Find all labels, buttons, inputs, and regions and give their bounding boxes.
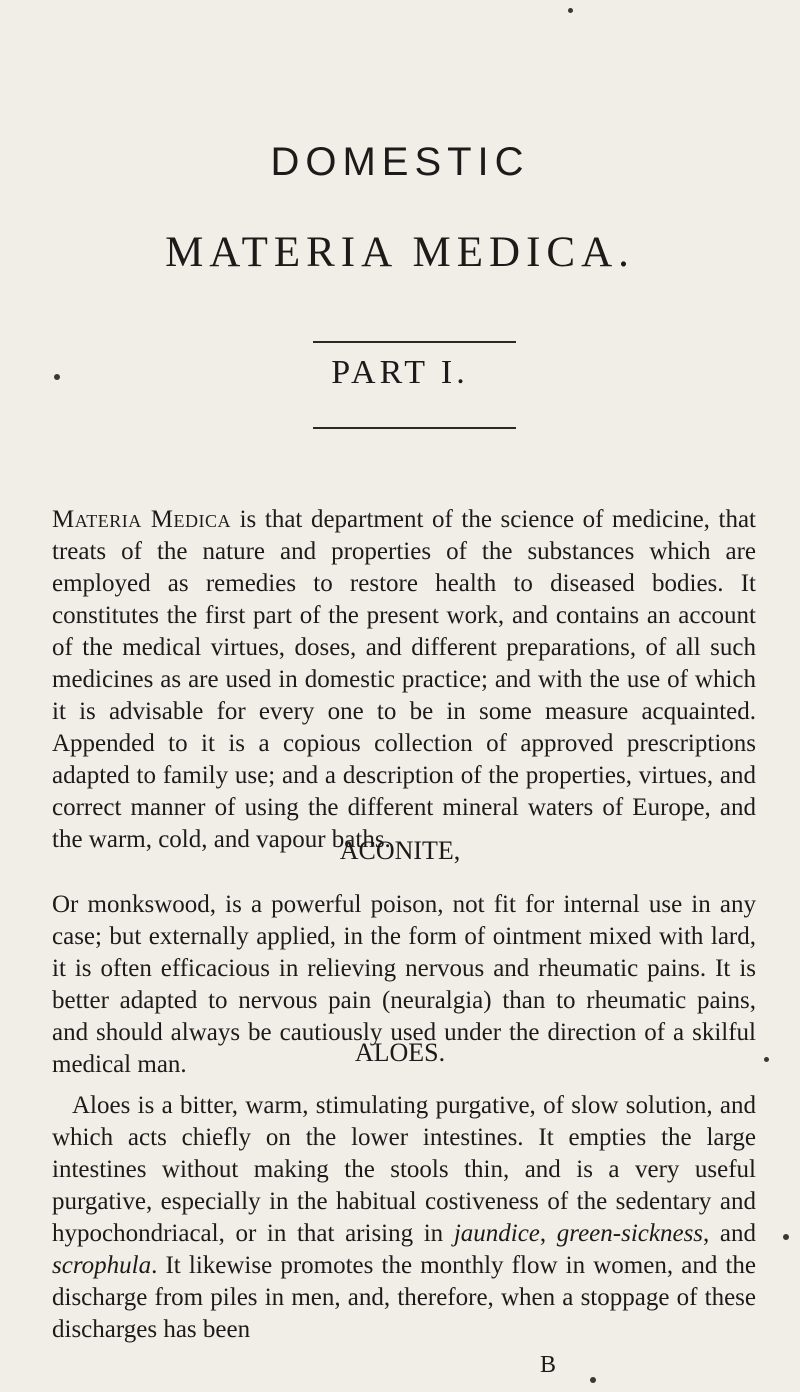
aloes-sep-1: , [539, 1220, 557, 1247]
paper-speck [54, 374, 60, 380]
aloes-sep-2: , and [703, 1220, 756, 1247]
aloes-text-end: . It likewise promotes the monthly flow in women, and the discharge from piles in men, and, therefore, when a stoppage of these discharges has been [52, 1252, 756, 1343]
paper-speck [764, 1057, 769, 1062]
paper-speck [590, 1377, 596, 1383]
heading-aconite: ACONITE, [339, 836, 461, 865]
paper-speck [568, 8, 573, 13]
paragraph-aloes [52, 1090, 756, 1346]
signature-mark: B [540, 1352, 557, 1378]
title-domestic: DOMESTIC [270, 140, 530, 184]
intro-paragraph [52, 504, 756, 856]
title-materia-medica: MATERIA MEDICA. [165, 229, 635, 276]
aloes-italic-green-sickness: green-sickness [556, 1220, 704, 1247]
heading-aloes: ALOES. [354, 1038, 446, 1067]
intro-lead-term: Materia Medica [52, 506, 232, 533]
divider-top [313, 341, 516, 343]
divider-bottom [313, 427, 516, 429]
aloes-italic-scrophula: scrophula [52, 1252, 152, 1279]
aloes-italic-jaundice: jaundice [453, 1220, 540, 1247]
paragraph-aconite: Or monkswood, is a powerful poison, not fit for internal use in any case; but externally applied, in the form of ointment mixed with lard, it is often efficacious in relieving nervous and rheumatic pains. It is better adapted to nervous pain (neuralgia) than to rheumatic pains, and should always be cautiously used under the direction of a skilful medical man. [52, 891, 756, 1078]
aloes-text-start: Aloes is a bitter, warm, stimulating purgative, of slow solution, and which acts chiefly on the lower intestines. It empties the large intestines without making the stools thin, and is a very useful purgative, especially in the habitual costiveness of the sedentary and hypochondriacal, or in that arising in [52, 1092, 756, 1247]
intro-body: is that department of the science of medicine, that treats of the nature and properties of the substances which are employed as remedies to restore health to diseased bodies. It constitutes the first part of the present work, and contains an account of the medical virtues, doses, and different preparations, of all such medicines as are used in domestic practice; and with the use of which it is advisable for every one to be in some measure acquainted. Appended to it is a copious collection of approved prescriptions adapted to family use; and a description of the properties, virtues, and correct manner of using the different mineral waters of Europe, and the warm, cold, and vapour baths. [52, 506, 756, 853]
part-heading: PART I. [331, 354, 469, 391]
paper-speck [783, 1234, 789, 1240]
